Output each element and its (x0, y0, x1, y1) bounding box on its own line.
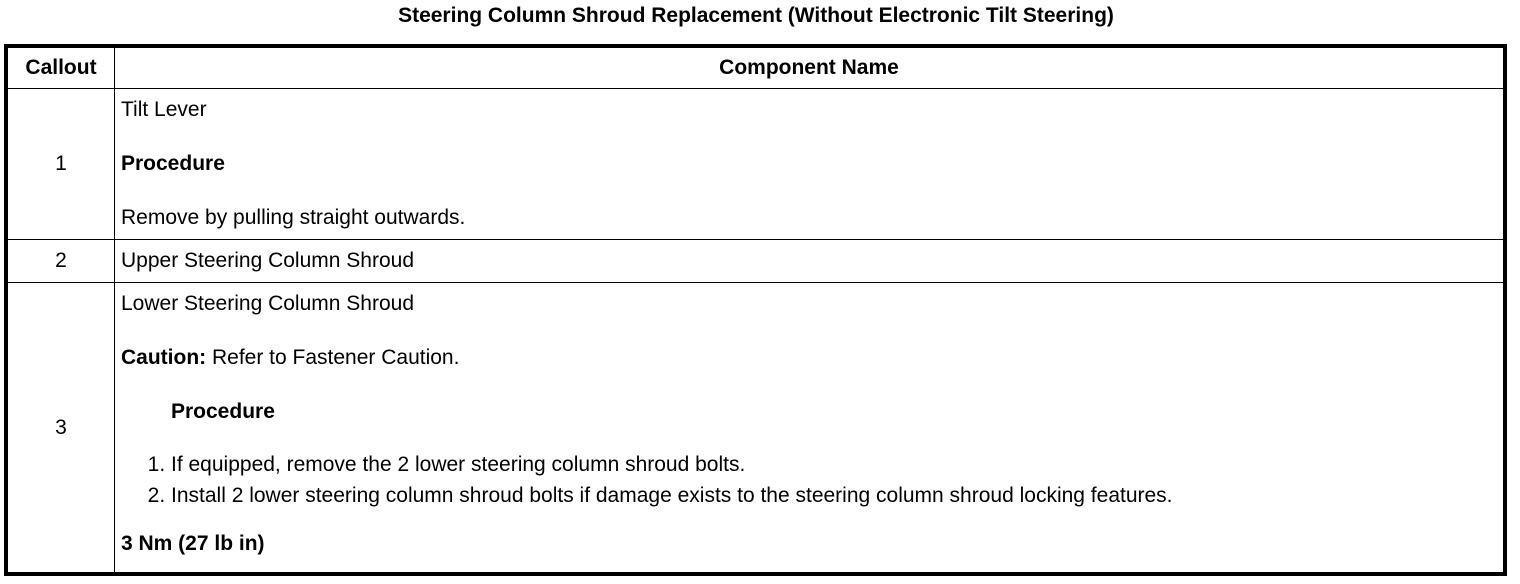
component-name: Upper Steering Column Shroud (121, 249, 414, 272)
page-title: Steering Column Shroud Replacement (Without Electronic Tilt Steering) (398, 4, 1114, 27)
caution-text: Refer to Fastener Caution. (206, 346, 460, 369)
table-row (8, 89, 1504, 240)
procedure-step: 1. If equipped, remove the 2 lower steering column shroud bolts. (171, 449, 1503, 480)
component-cell (115, 240, 1504, 283)
component-cell (115, 89, 1504, 240)
procedure-text: Remove by pulling straight outwards. (121, 206, 466, 229)
component-name: Tilt Lever (121, 98, 207, 121)
procedure-steps (121, 449, 1503, 511)
callout-number: 2 (8, 240, 115, 283)
callout-column-header: Callout (8, 48, 115, 89)
component-table (4, 44, 1507, 576)
torque-spec: 3 Nm (27 lb in) (121, 532, 265, 555)
callout-number: 3 (8, 283, 115, 573)
component-name: Lower Steering Column Shroud (121, 292, 414, 315)
caution-note (121, 345, 1503, 371)
table-header-row (8, 48, 1504, 89)
component-name-column-header: Component Name (115, 48, 1504, 89)
procedure-label: Procedure (121, 152, 225, 175)
component-cell (115, 283, 1504, 573)
callout-number: 1 (8, 89, 115, 240)
table-row (8, 240, 1504, 283)
caution-label: Caution: (121, 346, 207, 369)
procedure-step: 2. Install 2 lower steering column shroud bolts if damage exists to the steering column shroud locking features. (171, 480, 1503, 511)
procedure-label: Procedure (171, 400, 275, 423)
table-row (8, 283, 1504, 573)
